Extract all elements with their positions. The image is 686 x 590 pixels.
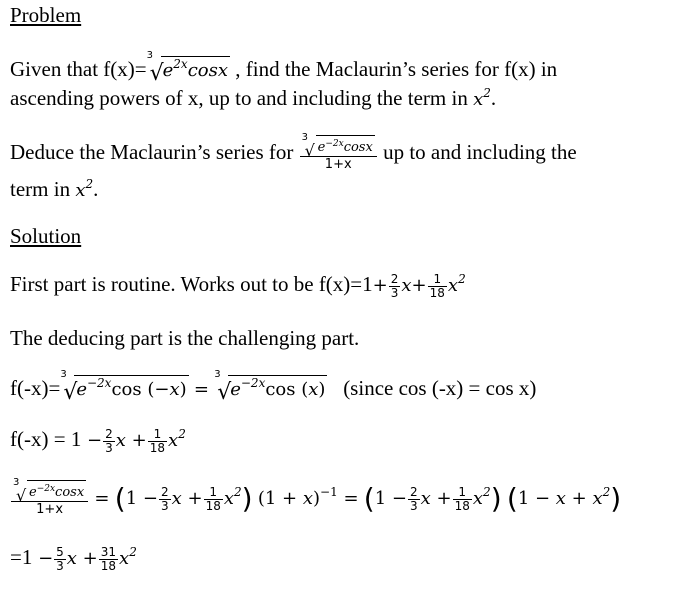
deduce-statement-line2: term in $x^2$. [10,177,99,201]
deduce-statement-line1: Deduce the Maclaurin’s series for 3 √ $e^{-2x}\cos x$ 1+x up to and including the [10,132,577,172]
problem-heading: Problem [10,3,82,27]
cube-root: 3 √ $e^{2x}\cos x$ [146,50,229,86]
first-part-line: First part is routine. Works out to be f(x)=1+ $\frac{2}{3}$ x+ $\frac{1}{18}$ $x^2$ [10,271,466,300]
fraction-root-over-1plusx: 3 √ $e^{-2x}\cos x$ 1+x [300,135,377,173]
fneg-series-line: f(-x) = 1 − $\frac{2}{3}$ x + $\frac{1}{18}$ $x^2$ [10,426,186,455]
problem-statement-line2: ascending powers of x, up to and including the term in $x^2$. [10,86,497,110]
solution-heading: Solution [10,224,82,248]
problem-statement-line1: Given that f(x)= 3 √ $e^{2x}\cos x$ , find the Maclaurin’s series for f(x) in [10,50,558,86]
fneg-line: f(-x)= 3 √ $e^{-2x}\cos$ (−x) = 3 √ $e^{-2x}\cos$ (x) (since cos (-x) = cos x) [10,369,537,405]
product-line: 3 √ $e^{-2x}\cos x$ 1+x = (1 − $\frac{2}{3}$ x + $\frac{1}{18}$ $x^2$) $(1 + x)^{-1} = (1$ − $\frac{2}{3}$ x + $\frac{1}{18}$ $x^2$) $(1 - x + x^2)$ [13,477,622,517]
deducing-line: The deducing part is the challenging part. [10,326,360,350]
final-result-line: =1 − $\frac{5}{3}$ x + $\frac{31}{18}$ $x^2$ [10,544,137,573]
